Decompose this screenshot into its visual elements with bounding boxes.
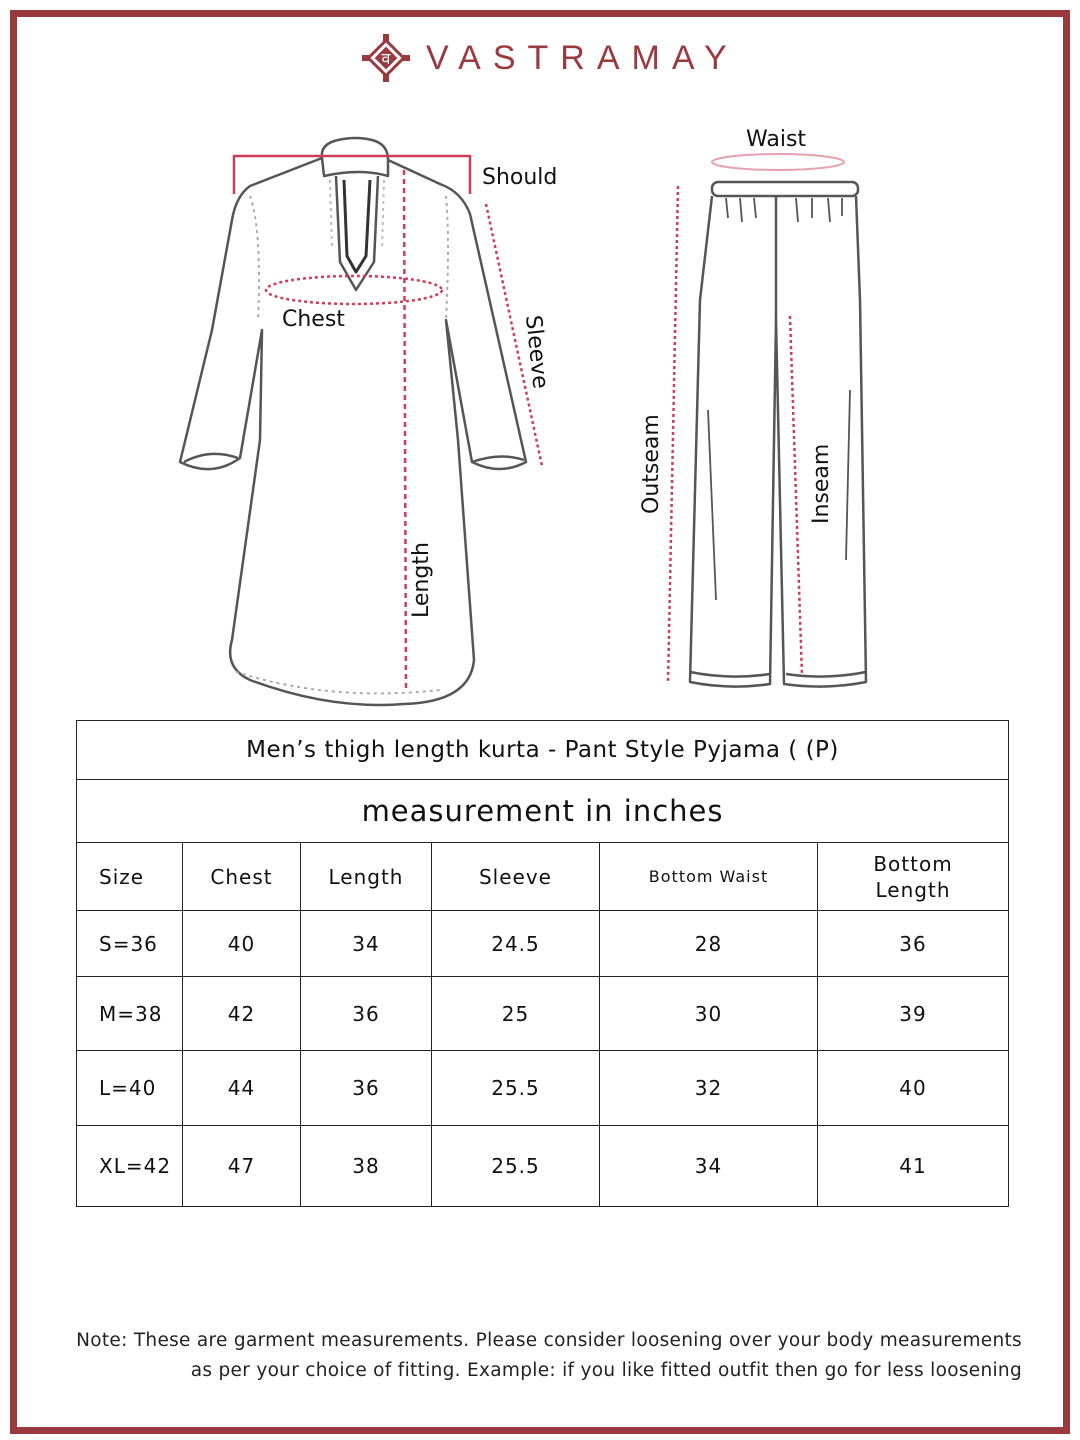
- pyjama-measure-lines: [668, 154, 844, 684]
- kurta-illustration: [180, 138, 526, 705]
- cell-bottom-length: 40: [818, 1051, 1009, 1126]
- label-shoulder: Should: [482, 165, 558, 190]
- cell-bottom-length: 41: [818, 1126, 1009, 1207]
- cell-size: L=40: [77, 1051, 183, 1126]
- table-unit: measurement in inches: [77, 780, 1009, 843]
- table-row: [77, 911, 1009, 977]
- cell-chest: 47: [183, 1126, 301, 1207]
- cell-sleeve: 24.5: [432, 911, 600, 977]
- cell-length: 36: [301, 977, 432, 1051]
- brand-name: VASTRAMAY: [426, 38, 739, 77]
- cell-size: M=38: [77, 977, 183, 1051]
- cell-sleeve: 25.5: [432, 1126, 600, 1207]
- cell-length: 34: [301, 911, 432, 977]
- cell-size: S=36: [77, 911, 183, 977]
- table-row: [77, 1051, 1009, 1126]
- header-chest: Chest: [183, 843, 301, 911]
- cell-bottom-waist: 32: [600, 1051, 818, 1126]
- cell-bottom-waist: 30: [600, 977, 818, 1051]
- cell-chest: 44: [183, 1051, 301, 1126]
- header-bottom-waist: Bottom Waist: [600, 843, 818, 911]
- cell-bottom-length: 39: [818, 977, 1009, 1051]
- cell-bottom-waist: 34: [600, 1126, 818, 1207]
- header-sleeve: Sleeve: [432, 843, 600, 911]
- table-title: Men’s thigh length kurta - Pant Style Pyjama ( (P): [77, 721, 1009, 780]
- garment-diagram: [0, 0, 1080, 715]
- fitting-note: [40, 1326, 1022, 1386]
- label-sleeve: Sleeve: [520, 314, 553, 390]
- label-chest: Chest: [282, 307, 345, 332]
- label-length: Length: [409, 542, 434, 618]
- cell-length: 36: [301, 1051, 432, 1126]
- header-length: Length: [301, 843, 432, 911]
- brand-glyph: व: [381, 49, 391, 68]
- cell-chest: 42: [183, 977, 301, 1051]
- note-line-2: as per your choice of fitting. Example: if you like fitted outfit then go for less loosening: [190, 1360, 1022, 1381]
- cell-size: XL=42: [77, 1126, 183, 1207]
- header-size: Size: [77, 843, 183, 911]
- cell-chest: 40: [183, 911, 301, 977]
- cell-sleeve: 25.5: [432, 1051, 600, 1126]
- label-waist: Waist: [746, 127, 807, 152]
- table-header-row: [77, 843, 1009, 911]
- cell-bottom-waist: 28: [600, 911, 818, 977]
- note-line-1: Note: These are garment measurements. Please consider loosening over your body measurements: [76, 1330, 1022, 1351]
- label-inseam: Inseam: [809, 443, 834, 524]
- table-row: [77, 977, 1009, 1051]
- kurta-measure-lines: [234, 156, 542, 690]
- size-chart-table: [76, 720, 1009, 1207]
- cell-bottom-length: 36: [818, 911, 1009, 977]
- label-outseam: Outseam: [639, 414, 664, 514]
- cell-length: 38: [301, 1126, 432, 1207]
- cell-sleeve: 25: [432, 977, 600, 1051]
- header-bottom-length: Bottom Length: [818, 843, 1009, 911]
- pyjama-illustration: [690, 182, 866, 687]
- table-row: [77, 1126, 1009, 1207]
